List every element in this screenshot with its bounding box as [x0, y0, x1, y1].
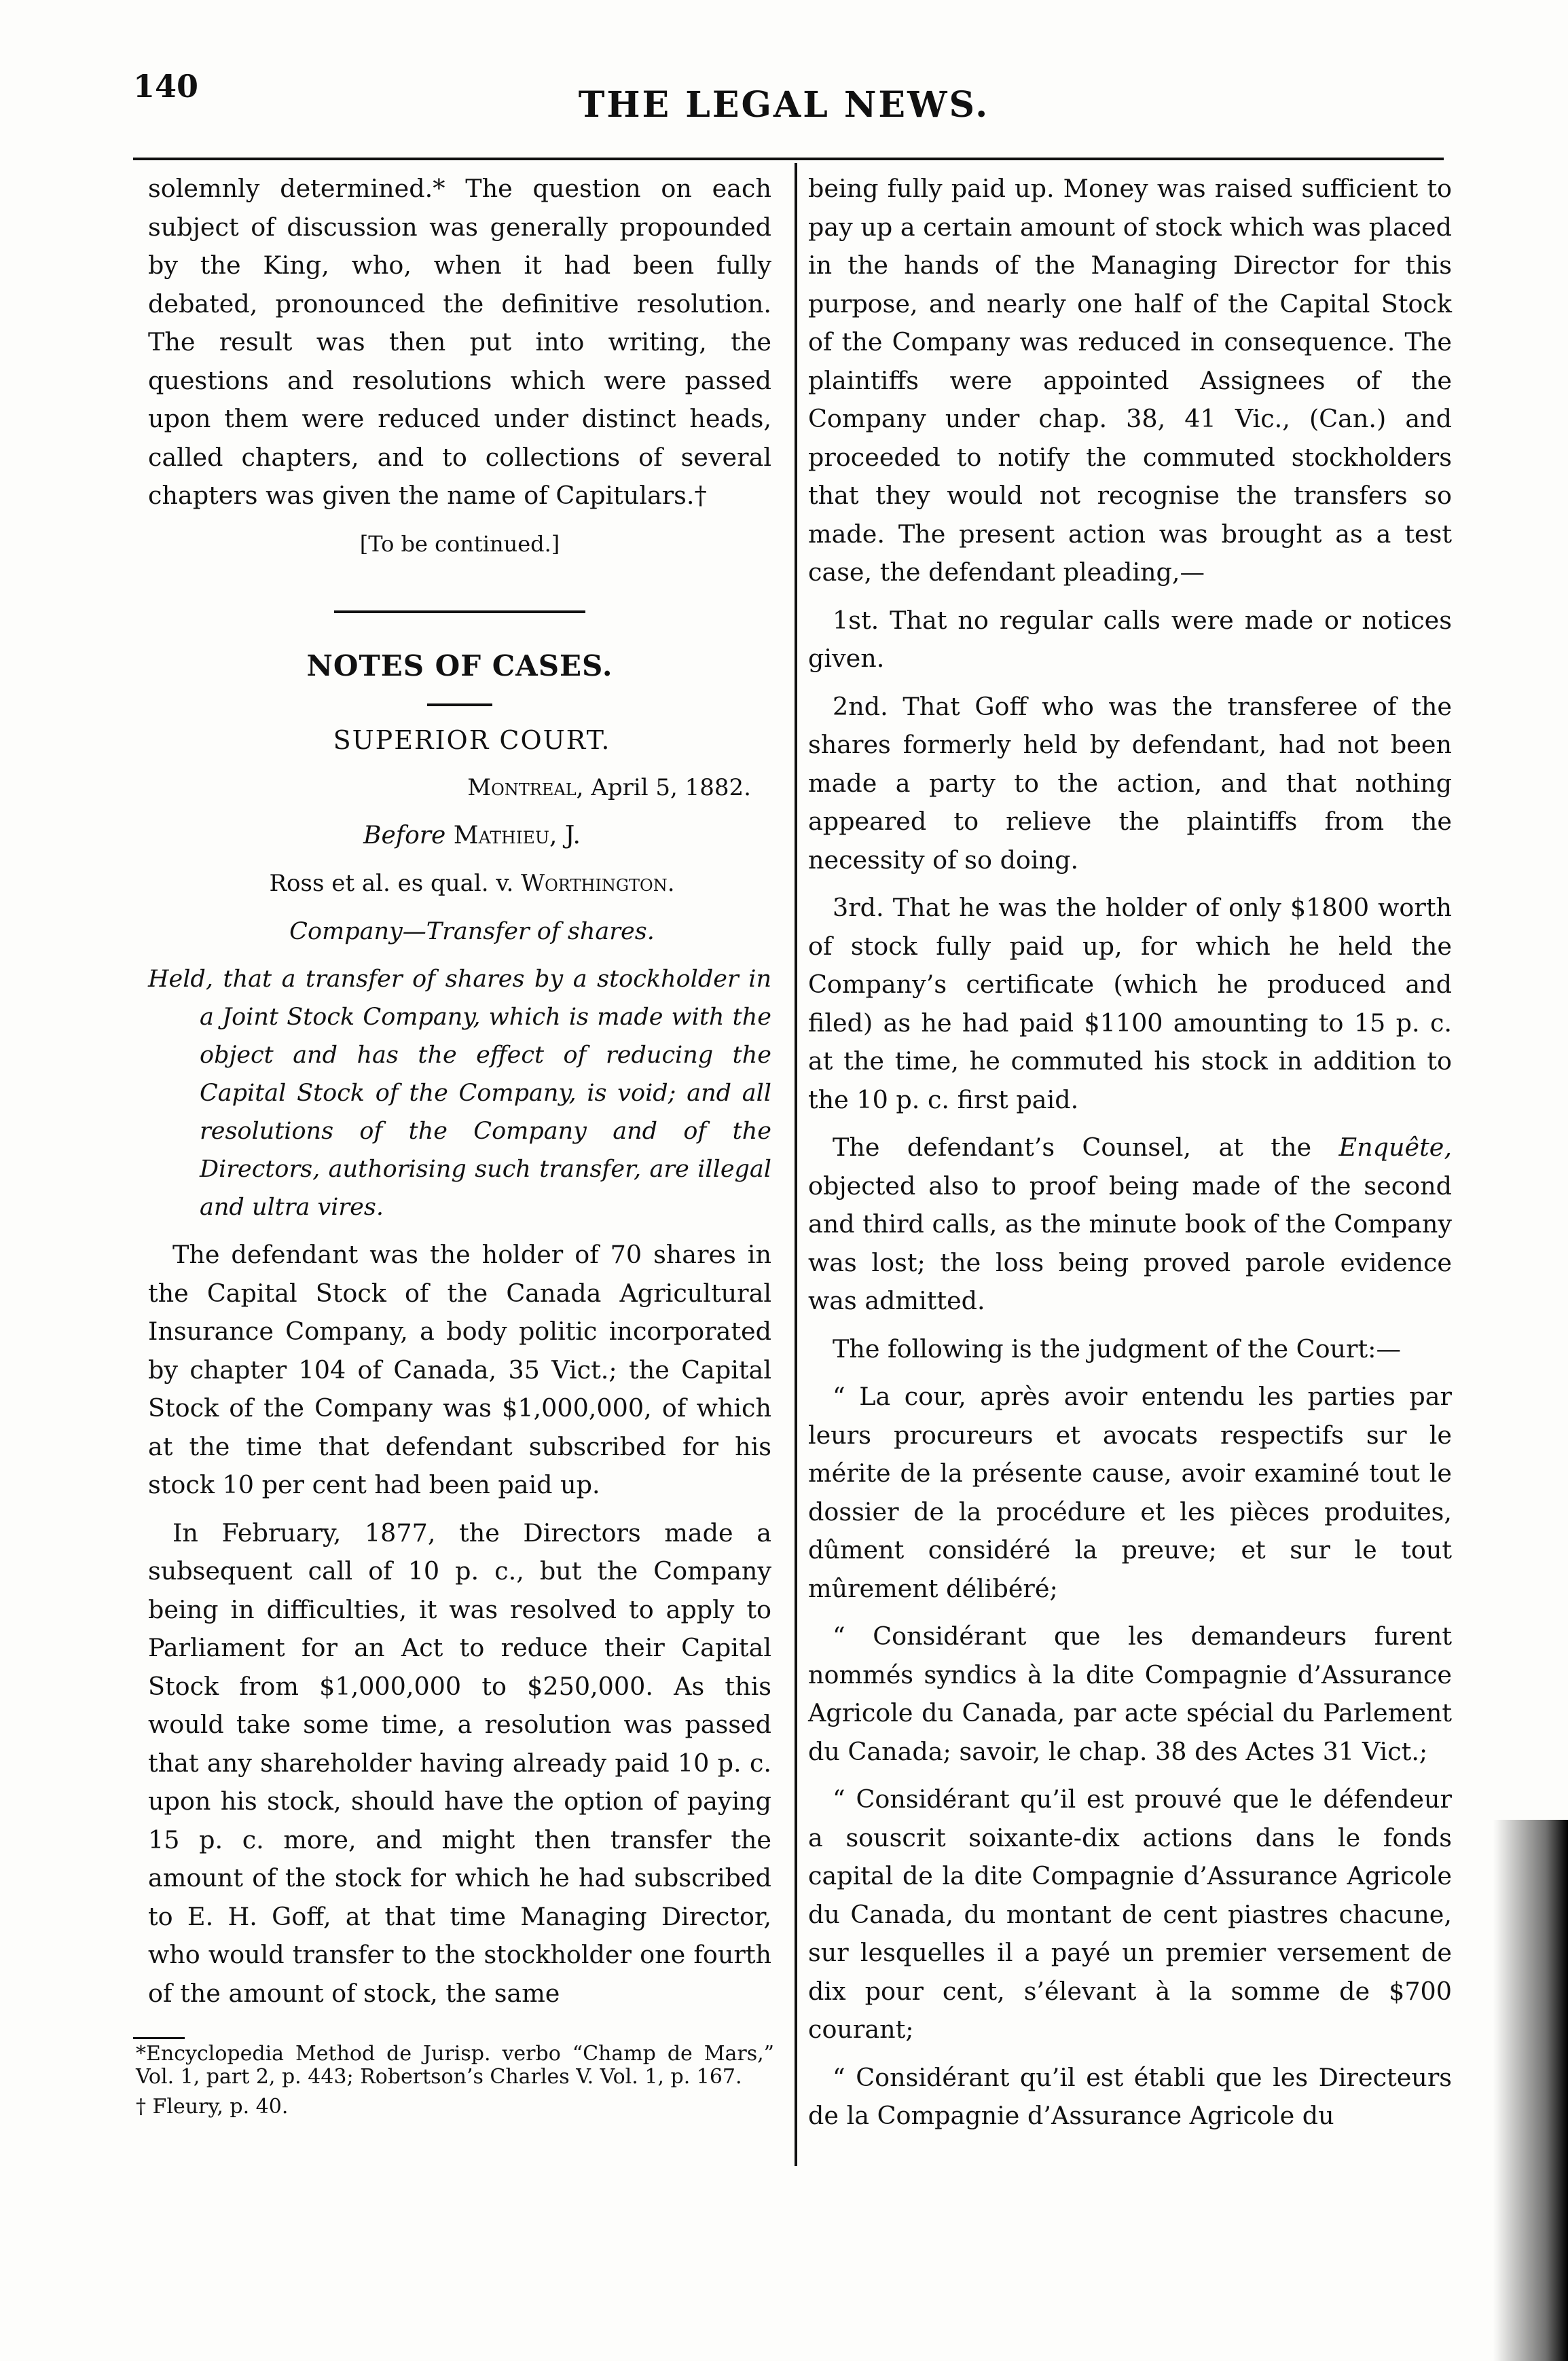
- section-rule: [334, 610, 585, 613]
- binding-shadow: [1493, 1820, 1568, 2361]
- judgment-paragraph: “ Considérant que les demandeurs furent nommés syndics à la dite Compagnie d’Assurance Agricole du Canada, par acte spécial du Parlement du Canada; savoir, le chap. 38 des Actes 31 Vict.;: [808, 1622, 1452, 1766]
- case-judge: [148, 817, 771, 856]
- section-heading: NOTES OF CASES.: [306, 649, 613, 682]
- plea: 3rd. That he was the holder of only $1800 worth of stock fully paid up, for which he held the Company’s certificate (which he produced and filed) as he had paid $1100 amounting to 15 p. c. at the time, he commuted his stock in addition to the 10 p. c. first paid.: [808, 893, 1452, 1114]
- judgment-paragraph: “ Considérant qu’il est établi que les Directeurs de la Compagnie d’Assurance Agricole du: [808, 2062, 1452, 2130]
- paragraph: The following is the judgment of the Court:—: [833, 1334, 1401, 1363]
- plea: 1st. That no regular calls were made or notices given.: [808, 605, 1452, 673]
- paragraph: The defendant was the holder of 70 shares in the Capital Stock of the Canada Agricultural Insurance Company, a body politic incorporated by chapter 104 of Canada, 35 Vict.; the Capital Stock of the Company was $1,000,000, of which at the time that defendant subscribed for his stock 10 per cent had been paid up.: [148, 1240, 771, 1499]
- footnote: † Fleury, p. 40.: [136, 2095, 289, 2119]
- continuation-note: [To be continued.]: [359, 530, 560, 557]
- parties-defendant: Worthington.: [521, 870, 675, 897]
- case-dateline: [148, 769, 771, 807]
- judgment-paragraph: “ La cour, après avoir entendu les parties par leurs procureurs et avocats respectifs sur le mérite de la présente cause, avoir examiné tout le dossier de la procédure et les pièces produites, dûment considéré la preuve; et sur le tout mûrement délibéré;: [808, 1382, 1452, 1603]
- footnote-rule: [133, 2037, 185, 2039]
- judgment-paragraph: “ Considérant qu’il est prouvé que le défendeur a souscrit soixante-dix actions dans le fonds capital de la dite Compagnie d’Assurance Agricole du Canada, du montant de cent piastres chacune, sur lesquelles il a payé un premier versement de dix pour cent, s’élevant à la somme de $700 courant;: [808, 1785, 1452, 2044]
- headnote: Held, that a transfer of shares by a stockholder in a Joint Stock Company, which is made with the object and has the effect of reducing the Capital Stock of the Company, is void; and all resolutions of the Company and of the Directors, authorising such transfer, are illegal and ultra vires.: [148, 966, 771, 1221]
- court-name: SUPERIOR COURT.: [333, 725, 611, 755]
- paragraph: solemnly determined.* The question on each subject of discussion was generally propounded by the King, who, when it had been fully debated, pronounced the definitive resolution. The result was then put into writing, the questions and resolutions which were passed upon them were reduced under distinct heads, called chapters, and to collections of several chapters was given the name of Capitulars.†: [148, 174, 771, 510]
- case-parties: [148, 864, 771, 903]
- page-header: [0, 0, 1568, 177]
- column-divider: [795, 163, 797, 2166]
- text-run: objected also to proof being made of the second and third calls, as the minute book of the Company was lost; the loss being proved parole evidence was admitted.: [808, 1171, 1452, 1315]
- text-run: The defendant’s Counsel, at the: [833, 1133, 1312, 1162]
- before-label: Before: [363, 821, 446, 849]
- case-date: April 5, 1882.: [591, 774, 751, 801]
- footnotes: [136, 2043, 774, 2125]
- paragraph: In February, 1877, the Directors made a subsequent call of 10 p. c., but the Company being in difficulties, it was resolved to apply to Parliament for an Act to reduce their Capital Stock from $1,000,000 to $250,000. As this would take some time, a resolution was passed that any shareholder having already paid 10 p. c. upon his stock, should have the option of paying 15 p. c. more, and might then transfer the amount of the stock for which he had subscribed to E. H. Goff, at that time Managing Director, who would transfer to the stockholder one fourth of the amount of stock, the same: [148, 1518, 771, 2008]
- running-title: THE LEGAL NEWS.: [578, 84, 990, 126]
- paragraph: being fully paid up. Money was raised sufficient to pay up a certain amount of stock which was placed in the hands of the Managing Director for this purpose, and nearly one half of the Capital Stock of the Company was reduced in consequence. The plaintiffs were appointed Assignees of the Company under chap. 38, 41 Vic., (Can.) and proceeded to notify the commuted stockholders that they would not recognise the transfers so made. The present action was brought as a test case, the defendant pleading,—: [808, 174, 1452, 587]
- paragraph: [808, 1129, 1452, 1321]
- left-column: [148, 170, 771, 2022]
- plea: 2nd. That Goff who was the transferee of the shares formerly held by defendant, had not been made a party to the action, and that nothing appeared to relieve the plaintiffs from the necessity of so doing.: [808, 691, 1452, 875]
- parties-plaintiff: Ross et al. es qual. v.: [269, 870, 514, 897]
- footnote: *Encyclopedia Method de Jurisp. verbo “Champ de Mars,” Vol. 1, part 2, p. 443; Robertson’s Charles V. Vol. 1, p. 167.: [136, 2042, 774, 2089]
- case-place: Montreal,: [467, 774, 584, 801]
- right-column: [808, 170, 1452, 2145]
- header-rule: [133, 158, 1444, 160]
- emphasis: Enquête,: [1338, 1133, 1452, 1162]
- short-rule: [427, 703, 492, 706]
- case-subject: Company—Transfer of shares.: [289, 917, 655, 945]
- page-number: 140: [133, 68, 199, 105]
- judge-name: Mathieu, J.: [453, 821, 581, 849]
